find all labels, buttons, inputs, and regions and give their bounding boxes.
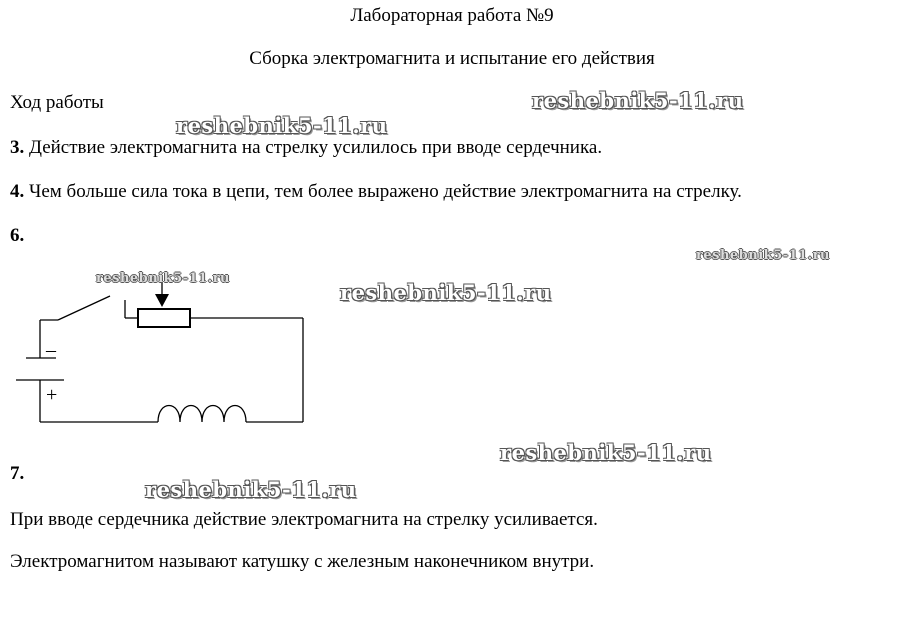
- answer-7-line-2: Электромагнитом называют катушку с железным наконечником внутри.: [10, 551, 595, 572]
- answer-7-line-1: При вводе сердечника действие электромагнита на стрелку усиливается.: [10, 509, 598, 530]
- watermark: reshebnik5-11.ru: [176, 113, 388, 138]
- item-6: [10, 225, 24, 247]
- item-4-number: 4.: [10, 181, 25, 202]
- item-3-number: 3.: [10, 137, 25, 158]
- watermark: reshebnik5-11.ru: [96, 271, 231, 286]
- circuit-diagram: [0, 270, 320, 440]
- item-6-number: 6.: [10, 225, 25, 246]
- item-4: [10, 181, 742, 203]
- battery-plus-label: +: [46, 384, 58, 406]
- watermark: reshebnik5-11.ru: [696, 248, 831, 263]
- watermark: reshebnik5-11.ru: [340, 280, 552, 305]
- section-label: Ход работы: [10, 92, 104, 113]
- battery-minus-label: –: [46, 339, 56, 361]
- switch-blade: [58, 296, 110, 320]
- rheostat-slider-arrow: [155, 294, 169, 307]
- page-title: Лабораторная работа №9: [350, 5, 554, 26]
- coil: [158, 406, 246, 423]
- item-7-number: 7.: [10, 463, 25, 484]
- item-3-text: Действие электромагнита на стрелку усилилось при вводе сердечника.: [29, 137, 603, 158]
- watermark: reshebnik5-11.ru: [500, 440, 712, 465]
- item-4-text: Чем больше сила тока в цепи, тем более выражено действие электромагнита на стрелку.: [29, 181, 742, 202]
- rheostat: [138, 309, 190, 327]
- watermark: reshebnik5-11.ru: [145, 477, 357, 502]
- item-3: [10, 137, 602, 159]
- page-subtitle: Сборка электромагнита и испытание его действия: [249, 48, 655, 69]
- watermark: reshebnik5-11.ru: [532, 88, 744, 113]
- item-7: [10, 463, 24, 485]
